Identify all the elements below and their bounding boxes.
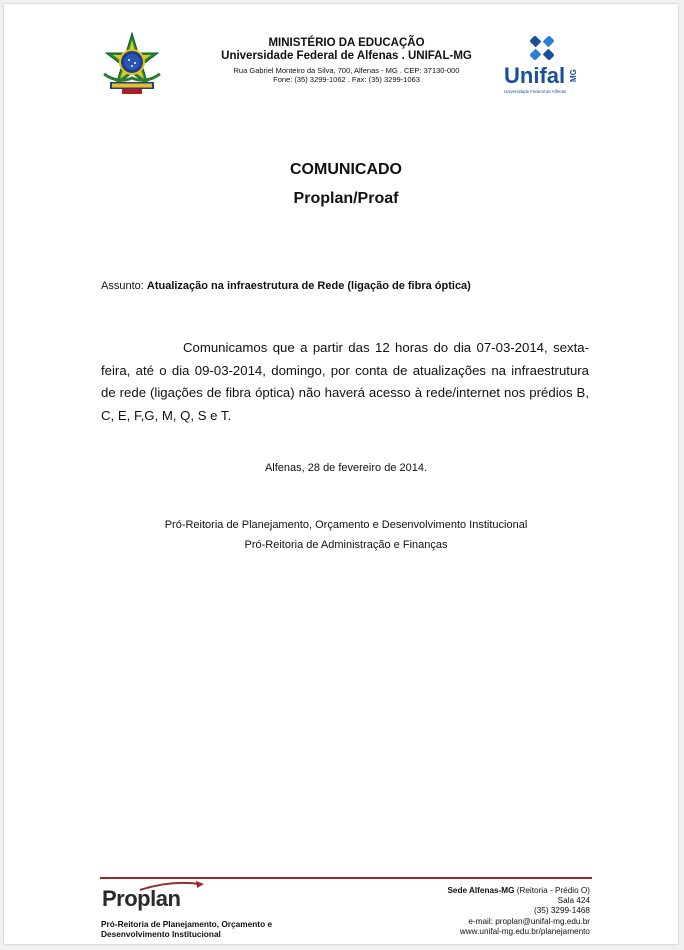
letterhead	[154, 37, 539, 84]
footer-room: Sala 424	[557, 896, 590, 906]
footer-divider	[100, 877, 592, 879]
unifal-logo	[500, 30, 586, 98]
proplan-logo-text: Proplan	[102, 886, 181, 911]
announcement-body: Comunicamos que a partir das 12 horas do dia 07-03-2014, sexta-feira, até o dia 09-03-2014, domingo, por conta de atualizações na infraestrutura de rede (ligações de fibra óptica) não haverá acesso à rede/internet nos prédios B, C, E, F,G, M, Q, S e T.	[101, 340, 589, 423]
signature-proplan: Pró-Reitoria de Planejamento, Orçamento e Desenvolvimento Institucional	[164, 519, 528, 531]
footer-website[interactable]: www.unifal-mg.edu.br/planejamento	[459, 926, 590, 936]
unifal-logo-subtitle: Universidade Federal de Alfenas	[504, 89, 567, 94]
phone-fax: Fone: (35) 3299-1062 . Fax: (35) 3299-1063	[273, 75, 420, 84]
address: Rua Gabriel Monteiro da Silva, 700, Alfenas - MG . CEP: 37130-000	[233, 66, 460, 75]
ministry-name: MINISTÉRIO DA EDUCAÇÃO	[268, 37, 425, 49]
subject-value: Atualização na infraestrutura de Rede (ligação de fibra óptica)	[146, 280, 471, 292]
document-title: COMUNICADO	[290, 161, 402, 178]
unifal-logo-text: Unifal	[504, 63, 566, 88]
unifal-logo-state: MG	[569, 69, 578, 82]
footer-location	[384, 886, 590, 896]
signature-proaf: Pró-Reitoria de Administração e Finanças	[244, 539, 448, 551]
footer-department	[101, 919, 301, 939]
footer-department-line2: Desenvolvimento Institucional	[101, 929, 221, 939]
subject-line	[101, 280, 471, 292]
footer-department-line1: Pró-Reitoria de Planejamento, Orçamento e	[101, 919, 273, 929]
footer-email[interactable]: e-mail: proplan@unifal-mg.edu.br	[468, 916, 590, 926]
footer-phone: (35) 3299-1468	[534, 906, 590, 916]
footer-location-city: Sede Alfenas-MG	[447, 886, 515, 895]
footer-location-building: (Reitoria - Prédio O)	[514, 886, 590, 895]
document-page	[4, 4, 678, 944]
subject-label: Assunto:	[101, 280, 144, 292]
date-line: Alfenas, 28 de fevereiro de 2014.	[264, 462, 428, 474]
footer-contact	[384, 886, 590, 937]
university-name: Universidade Federal de Alfenas . UNIFAL-MG	[221, 50, 472, 62]
document-subtitle: Proplan/Proaf	[293, 190, 399, 207]
